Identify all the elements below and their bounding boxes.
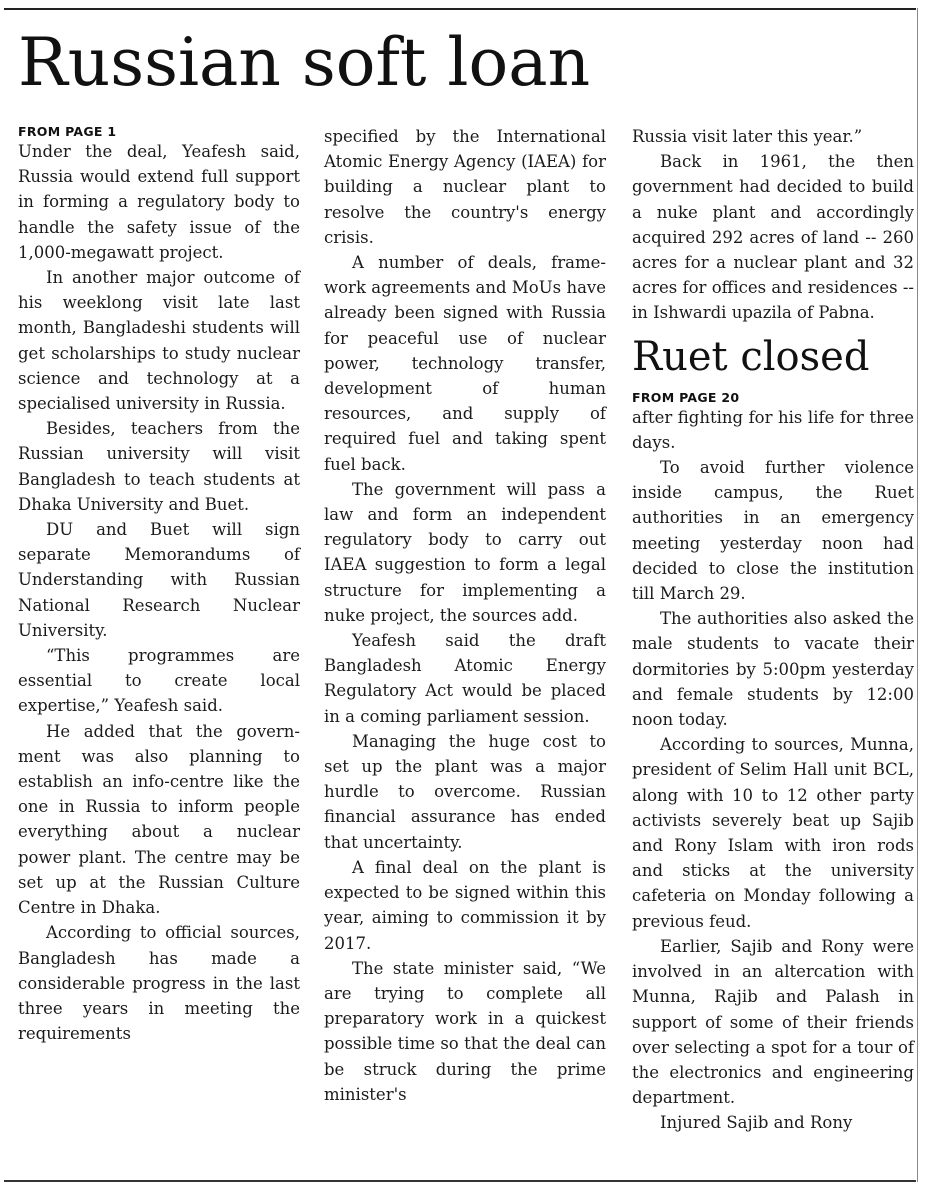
paragraph: A final deal on the plant is expected to be signed within this year, aiming to commission it by 2017. bbox=[324, 857, 606, 953]
paragraph: Besides, teachers from the Russian university will visit Bangladesh to teach students at Dhaka University and Buet. bbox=[18, 419, 300, 514]
paragraph: In another major outcome of his weeklong visit late last month, Bangladeshi students will get scholarships to study nuclear science and technology at a specialised university in Russia. bbox=[18, 268, 300, 414]
column-2 bbox=[324, 124, 606, 1107]
headline: Russian soft loan bbox=[18, 24, 591, 101]
top-rule bbox=[4, 8, 916, 10]
paragraph: The authorities also asked the male students to vacate their dormitories by 5:00pm yesterday and female students by 12:00 noon today. bbox=[632, 609, 914, 730]
paragraph: Earlier, Sajib and Rony were involved in an altercation with Munna, Rajib and Palash in support of some of their friends over selecting a spot for a tour of the electronics and engineering department. bbox=[632, 936, 914, 1108]
subhead-ruet-closed: Ruet closed bbox=[632, 333, 870, 380]
paragraph: “This programmes are essential to create local expertise,” Yeafesh said. bbox=[18, 646, 300, 716]
paragraph: Russia visit later this year.” bbox=[632, 127, 863, 146]
column-1 bbox=[18, 124, 300, 1046]
bottom-rule bbox=[4, 1180, 916, 1182]
kicker-from-page-1: FROM PAGE 1 bbox=[18, 124, 117, 139]
paragraph: A number of deals, framework agreements and MoUs have already been signed with Russia for peaceful use of nuclear power, technology transfer, development of human resources, and supply of required fuel and taking spent fuel back. bbox=[324, 253, 606, 474]
paragraph: Injured Sajib and Rony bbox=[660, 1113, 853, 1133]
column-3 bbox=[632, 124, 914, 1136]
paragraph: To avoid further violence inside campus, the Ruet authorities in an emergency meeting yesterday noon had decided to close the institution till March 29. bbox=[632, 458, 914, 604]
paragraph: Back in 1961, the then government had decided to build a nuke plant and accordingly acquired 292 acres of land -- 260 acres for a nuclear plant and 32 acres for offices and residences -- in Ishwardi upazila of Pabna. bbox=[632, 152, 914, 323]
paragraph: According to official sources, Bangladesh has made a considerable progress in the last three years in meeting the requirements bbox=[18, 923, 300, 1044]
paragraph: after fighting for his life for three days. bbox=[632, 407, 914, 452]
paragraph: The state minister said, “We are trying to complete all preparatory work in a quickest possible time so that the deal can be struck during the prime minister's bbox=[324, 958, 606, 1104]
paragraph: Yeafesh said the draft Bangladesh Atomic Energy Regulatory Act would be placed in a coming parliament session. bbox=[324, 631, 606, 726]
paragraph: Managing the huge cost to set up the plant was a major hurdle to overcome. Russian financial assurance has ended that uncertainty. bbox=[324, 731, 606, 852]
paragraph: Under the deal, Yeafesh said, Russia would extend full support in forming a regulatory body to handle the safety issue of the 1,000-megawatt project. bbox=[18, 142, 300, 262]
paragraph: DU and Buet will sign separate Memorandums of Understanding with Russian National Research Nuclear University. bbox=[18, 520, 300, 640]
kicker-from-page-20: FROM PAGE 20 bbox=[632, 389, 740, 405]
right-rule bbox=[917, 8, 918, 1182]
paragraph: According to sources, Munna, president of Selim Hall unit BCL, along with 10 to 12 other party activists severely beat up Sajib and Rony Islam with iron rods and sticks at the university cafeteria on Monday following a previous feud. bbox=[632, 735, 914, 931]
paragraph: specified by the International Atomic Energy Agency (IAEA) for building a nuclear plant to resolve the country's energy crisis. bbox=[324, 127, 606, 247]
paragraph: The government will pass a law and form an independent regulatory body to carry out IAEA suggestion to form a legal structure for implementing a nuke project, the sources add. bbox=[324, 479, 606, 625]
paragraph: He added that the government was also planning to establish an info-centre like the one in Russia to inform people everything about a nuclear power plant. The centre may be set up at the Russian Culture Centre in Dhaka. bbox=[18, 721, 300, 918]
